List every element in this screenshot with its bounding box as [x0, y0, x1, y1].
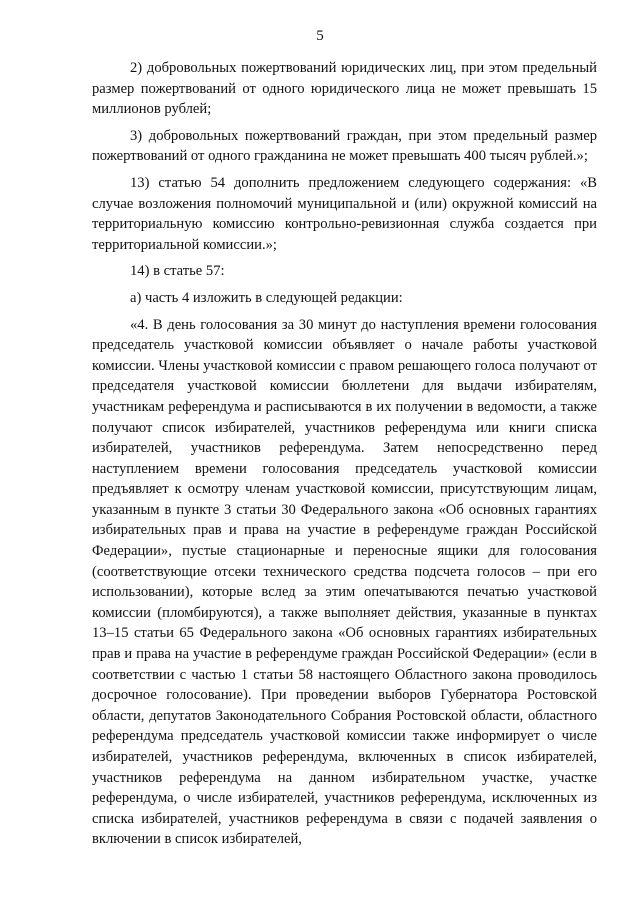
paragraph-item-13: 13) статью 54 дополнить предложением следующего содержания: «В случае возложения полномочий муниципальной и (или) окружной комиссий на территориальную комиссию контрольно-ревизионная служба создается при территориальной комиссии.»;	[92, 174, 597, 253]
paragraph-item-14: 14) в статье 57:	[130, 263, 225, 280]
paragraph-item-2: 2) добровольных пожертвований юридических лиц, при этом предельный размер пожертвований от одного юридического лица не может превышать 15 миллионов рублей;	[92, 60, 597, 118]
paragraph-subitem-a: а) часть 4 изложить в следующей редакции:	[130, 289, 403, 306]
document-body	[92, 58, 597, 850]
paragraph-item-3: 3) добровольных пожертвований граждан, при этом предельный размер пожертвований от одного гражданина не может превышать 400 тысяч рублей.»;	[92, 127, 597, 165]
paragraph-part-4-text: «4. В день голосования за 30 минут до наступления времени голосования председатель участковой комиссии объявляет о начале работы участковой комиссии. Члены участковой комиссии с правом решающего голоса получают от председателя участковой комиссии бюллетени для выдачи избирателям, участникам референдума и расписываются в их получении в ведомости, а также получают список избирателей, участников референдума или книги списка избирателей, участников референдума. Затем непосредственно перед наступлением времени голосования председатель участковой комиссии предъявляет к осмотру членам участковой комиссии, присутствующим лицам, указанным в пункте 3 статьи 30 Федерального закона «Об основных гарантиях избирательных прав и права на участие в референдуме граждан Российской Федерации», пустые стационарные и переносные ящики для голосования (соответствующие отсеки технического средства подсчета голосов – при его использовании), которые вслед за этим опечатываются печатью участковой комиссии (пломбируются), а также выполняет действия, указанные в пунктах 13–15 статьи 65 Федерального закона «Об основных гарантиях избирательных прав и права на участие в референдуме граждан Российской Федерации» (если в соответствии с частью 1 статьи 58 настоящего Областного закона проводилось досрочное голосование). При проведении выборов Губернатора Ростовской области, депутатов Законодательного Собрания Ростовской области, областного референдума председатель участковой комиссии также информирует о числе избирателей, участников референдума, включенных в список избирателей, участников референдума на данном избирательном участке, участке референдума, о числе избирателей, участников референдума, исключенных из списка избирателей, участников референдума в связи с подачей заявления о включении в список избирателей,	[92, 316, 597, 848]
page-number: 5	[316, 28, 324, 44]
